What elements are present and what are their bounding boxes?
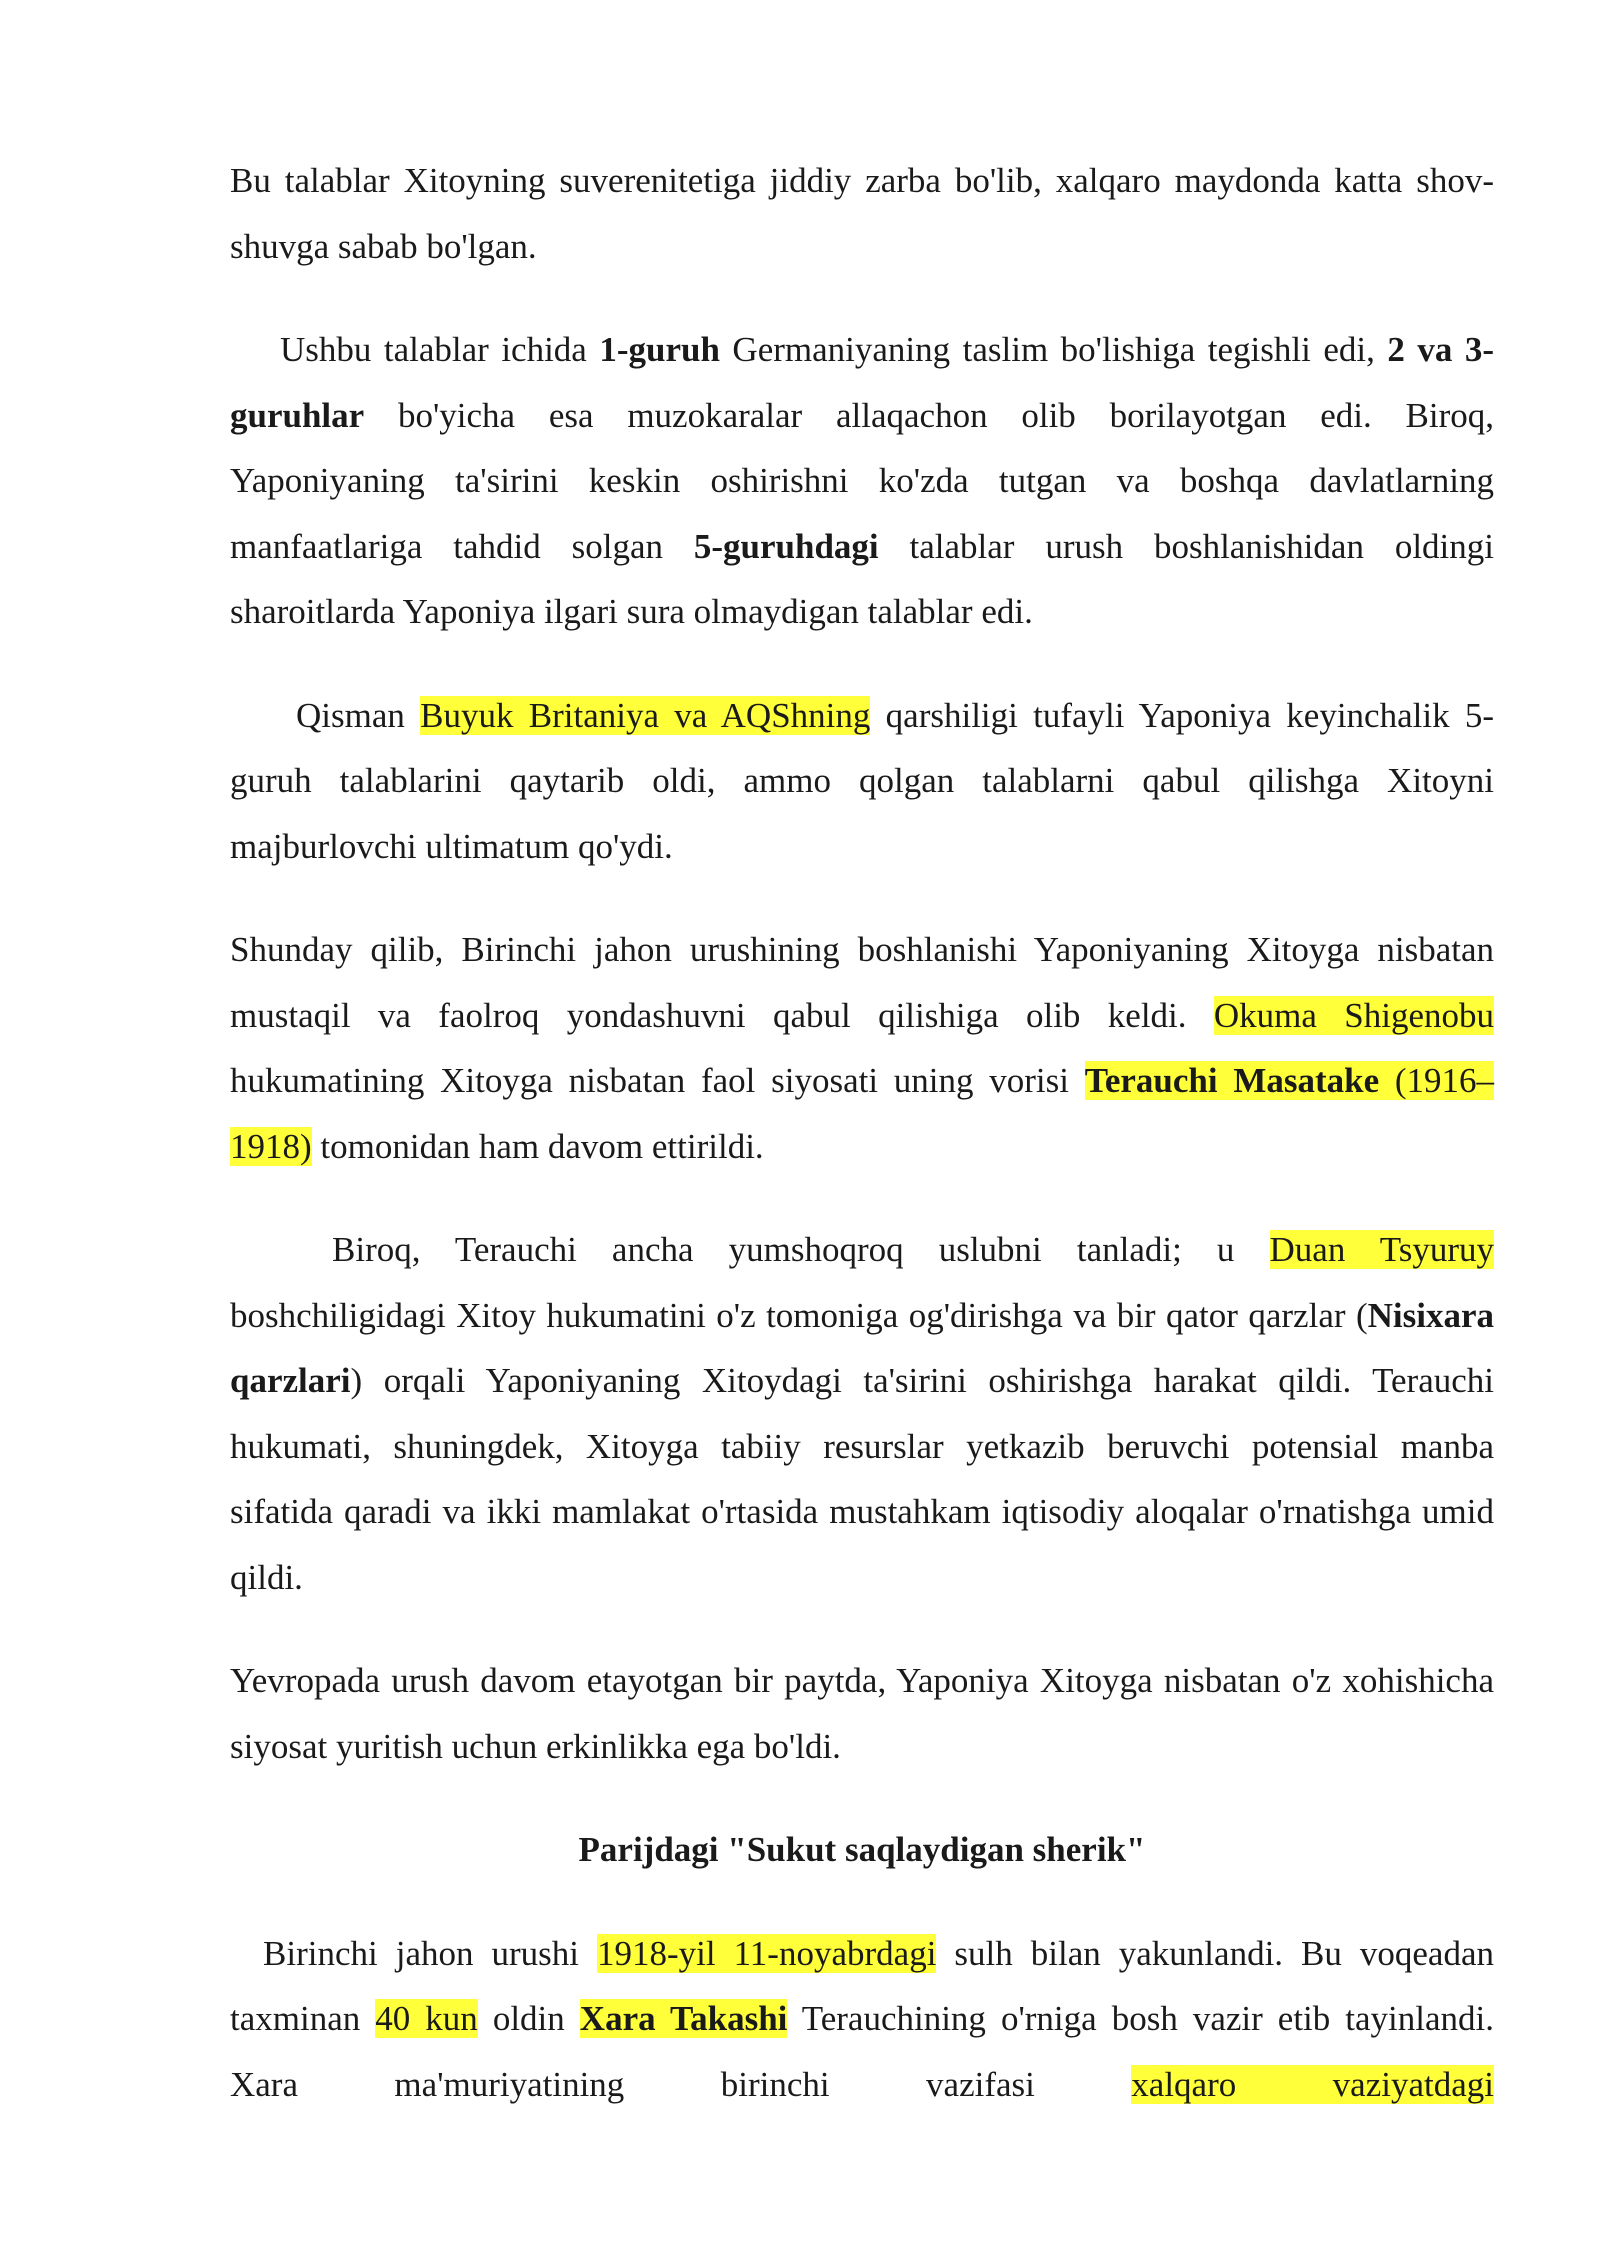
section-heading (230, 1817, 1494, 1883)
bold-text: Nisixara qarzlari (230, 1295, 1494, 1400)
text-run: Terauchining o'rniga bosh vazir etib tayinlandi. Xara ma'muriyatining birinchi vazifasi (230, 1999, 1495, 2104)
paragraph (230, 148, 1494, 279)
paragraph (230, 317, 1494, 645)
text-run: Ushbu talablar ichida (280, 330, 600, 369)
highlighted-text: Okuma Shigenobu (1213, 995, 1494, 1035)
paragraph (230, 1217, 1494, 1610)
bold-text: 2 va 3-guruhlar (230, 330, 1494, 435)
paragraph (230, 683, 1494, 880)
text-run: Yevropada urush davom etayotgan bir paytda, Yaponiya Xitoyga nisbatan o'z xohishicha siyosat yuritish uchun erkinlikka ega bo'ldi. (230, 1661, 1494, 1766)
highlighted-bold-text: Xara Takashi (579, 1999, 788, 2038)
highlighted-text: 40 kun (375, 1999, 478, 2038)
highlighted-text: xalqaro vaziyatdagi (1131, 2064, 1494, 2104)
highlighted-text: Buyuk Britaniya va AQShning (420, 695, 871, 735)
document-page (230, 148, 1494, 2155)
text-run: boshchiligidagi Xitoy hukumatini o'z tomoniga og'dirishga va bir qator qarzlar ( (230, 1295, 1368, 1335)
text-run: Biroq, Terauchi ancha yumshoqroq uslubni tanladi; u (332, 1230, 1270, 1269)
text-run: Birinchi jahon urushi (263, 1933, 597, 1973)
highlighted-text: 1918-yil 11-noyabrdagi (597, 1933, 937, 1973)
highlighted-text: Duan Tsyuruy (1269, 1230, 1494, 1269)
text-run: talablar urush boshlanishidan oldingi sharoitlarda Yaponiya ilgari sura olmaydigan talablar edi. (230, 526, 1494, 631)
text-run: oldin (477, 1999, 580, 2038)
text-run: tomonidan ham davom ettirildi. (311, 1126, 764, 1166)
text-run: bo'yicha esa muzokaralar allaqachon olib borilayotgan edi. Biroq, Yaponiyaning ta'sirini keskin oshirishni ko'zda tutgan va boshqa davlatlarning manfaatlariga tahdid solgan (230, 395, 1494, 566)
text-run: qarshiligi tufayli Yaponiya keyinchalik 5-guruh talablarini qaytarib oldi, ammo qolgan talablarni qabul qilishga Xitoyni majburlovchi ultimatum qo'ydi. (230, 695, 1494, 866)
bold-text: 5-guruhdagi (693, 526, 879, 566)
paragraph (230, 1648, 1494, 1779)
text-run: Germaniyaning taslim bo'lishiga tegishli edi, (719, 330, 1388, 369)
text-run: ) orqali Yaponiyaning Xitoydagi ta'sirini oshirishga harakat qildi. Terauchi hukumati, shuningdek, Xitoyga tabiiy resurslar yetkazib beruvchi potensial manba sifatida qaradi va ikki mamlakat o'rtasida mustahkam iqtisodiy aloqalar o'rnatishga umid qildi. (230, 1361, 1494, 1597)
text-run: Qisman (296, 695, 421, 735)
paragraph (230, 1921, 1494, 2118)
text-run: Bu talablar Xitoyning suverenitetiga jiddiy zarba bo'lib, xalqaro maydonda katta shov-shuvga sabab bo'lgan. (230, 161, 1494, 266)
paragraph (230, 917, 1494, 1179)
highlighted-text: (1916–1918) (230, 1061, 1495, 1166)
text-run: hukumatining Xitoyga nisbatan faol siyosati uning vorisi (230, 1061, 1085, 1100)
text-run: Shunday qilib, Birinchi jahon urushining boshlanishi Yaponiyaning Xitoyga nisbatan mustaqil va faolroq yondashuvni qabul qilishiga olib keldi. (230, 930, 1494, 1035)
text-run: Parijdagi "Sukut saqlaydigan sherik" (578, 1830, 1146, 1869)
highlighted-bold-text: Terauchi Masatake (1084, 1061, 1380, 1100)
bold-text: 1-guruh (599, 330, 720, 369)
text-run: sulh bilan yakunlandi. Bu voqeadan taxminan (230, 1933, 1495, 2038)
